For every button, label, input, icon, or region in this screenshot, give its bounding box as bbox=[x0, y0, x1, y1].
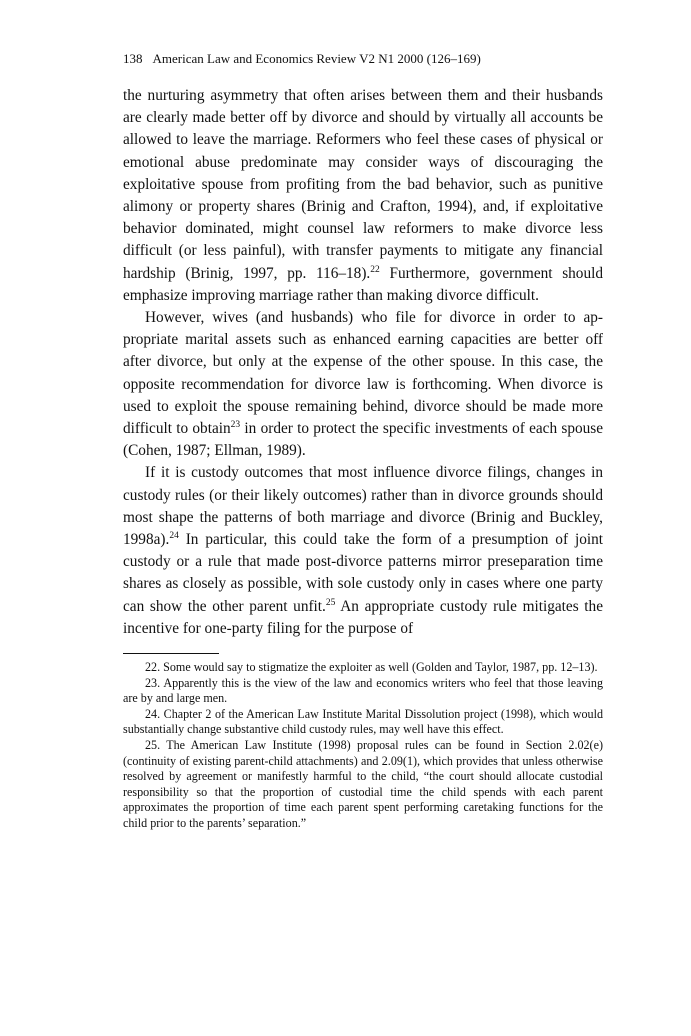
footnote-25 bbox=[123, 738, 603, 832]
page-number: 138 bbox=[123, 51, 143, 66]
paragraph-text: An appropriate custody rule mitigates the incentive for one-party filing for the purpose of bbox=[123, 597, 603, 637]
paragraph-text: However, wives (and husbands) who file for divorce in order to appropriate marital assets such as enhanced earning capacities are better off after divorce, but only at the expense of the other spouse. In this case, the opposite recommendation for divorce law is forthcoming. When divorce is used to exploit the spouse remaining behind, divorce should be made more difficult to obtain bbox=[123, 309, 603, 438]
body-paragraph-1 bbox=[123, 85, 603, 307]
footnote-22 bbox=[123, 660, 603, 676]
paragraph-text: If it is custody outcomes that most influence divorce filings, changes in custody rules (or their likely outcomes) rather than in divorce grounds should most shape the patterns of both marriage and divorce (Brinig and Buckley, 1998a). bbox=[123, 464, 603, 549]
footnote-divider bbox=[123, 653, 219, 654]
journal-citation: American Law and Economics Review V2 N1 2000 (126–169) bbox=[152, 51, 481, 66]
running-header bbox=[123, 50, 603, 68]
footnote-24 bbox=[123, 707, 603, 738]
footnote-text: The American Law Institute (1998) proposal rules can be found in Section 2.02(e) (continuity of existing parent-child attachments) and 2.09(1), which provides that unless otherwise resolved by agreement or manifestly harmful to the child, “the court should allocate custodial responsibility so that the proportion of custodial time the child spends with each parent approximates the proportion of time each parent spent performing caretaking functions for the child prior to the parents’ separation.” bbox=[123, 738, 603, 831]
paragraph-text: the nurturing asymmetry that often arises between them and their husbands are clearly made better off by divorce and should by virtually all accounts be allowed to leave the marriage. Reformers who feel these cases of physical or emotional abuse predominate may consider ways of discouraging the exploitative spouse from profiting from the bad behavior, such as punitive alimony or property shares (Brinig and Crafton, 1994), and, if exploitative behavior dominated, might counsel law reformers to make divorce less difficult (or less painful), with transfer payments to mitigate any financial hardship (Brinig, 1997, pp. 116–18). bbox=[123, 87, 603, 282]
paragraph-text: In particular, this could take the form of a presumption of joint custody or a rule that made post-divorce patterns mirror preseparation time shares as closely as possible, with sole custody only in cases where one party can show the other parent unfit. bbox=[123, 531, 603, 615]
footnote-reference-24: 24 bbox=[169, 531, 179, 542]
paragraph-text: Furthermore, government should emphasize improving marriage rather than making divorce difficult. bbox=[123, 264, 603, 304]
footnote-text: Chapter 2 of the American Law Institute Marital Dissolution project (1998), which would substantially change substantive child custody rules, may well have this effect. bbox=[123, 706, 603, 737]
paragraph-text: in order to protect the specific investments of each spouse (Cohen, 1987; Ellman, 1989). bbox=[123, 420, 604, 460]
journal-page bbox=[123, 50, 603, 832]
footnote-text: Apparently this is the view of the law and economics writers who feel that those leaving are by and large men. bbox=[123, 675, 603, 706]
footnotes bbox=[123, 660, 603, 832]
footnote-text: Some would say to stigmatize the exploiter as well (Golden and Taylor, 1987, pp. 12–13). bbox=[163, 660, 598, 675]
footnote-23 bbox=[123, 676, 603, 707]
footnote-number: 22. bbox=[145, 660, 161, 675]
body-paragraph-2 bbox=[123, 307, 603, 462]
footnote-number: 23. bbox=[145, 675, 161, 690]
body-paragraph-3 bbox=[123, 462, 603, 640]
footnote-number: 25. bbox=[145, 738, 161, 753]
footnote-reference-23: 23 bbox=[230, 420, 241, 431]
footnote-number: 24. bbox=[145, 706, 161, 721]
footnote-reference-25: 25 bbox=[325, 597, 336, 608]
footnote-reference-22: 22 bbox=[370, 264, 380, 275]
